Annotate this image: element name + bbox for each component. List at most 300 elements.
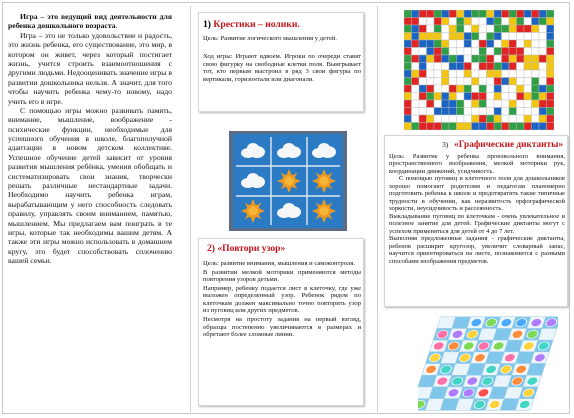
grid-cell (502, 33, 510, 41)
grid-cell (412, 55, 420, 63)
pixel-grid (404, 10, 554, 130)
grid-cell (517, 70, 525, 78)
grid-cell (434, 25, 442, 33)
grid-cell (434, 108, 442, 116)
grid-cell (419, 78, 427, 86)
grid-cell (479, 93, 487, 101)
grid-cell (434, 123, 442, 131)
grid-cell (517, 78, 525, 86)
grid-cell (464, 100, 472, 108)
grid-cell (442, 85, 450, 93)
grid-cell (412, 25, 420, 33)
grid-cell (419, 63, 427, 71)
grid-cell (434, 18, 442, 26)
game-paragraph: Несмотря на простоту задания на первый взгляд, образцы постепенно увеличиваются в размерах и обретают более сложные линии. (203, 316, 361, 339)
grid-cell (509, 115, 517, 123)
grid-cell (502, 85, 510, 93)
grid-cell (457, 85, 465, 93)
grid-cell (494, 100, 502, 108)
grid-cell (464, 63, 472, 71)
grid-cell (487, 40, 495, 48)
grid-cell (532, 70, 540, 78)
grid-cell (547, 108, 555, 116)
game-description (389, 153, 565, 265)
grid-cell (502, 63, 510, 71)
grid-cell (472, 123, 480, 131)
grid-cell (434, 40, 442, 48)
grid-cell (517, 55, 525, 63)
intro-paragraph: С помощью игры можно развивать память, внимание, мышление, воображение - психические функции, необходимые для успешного обучения в школе, благополучной адаптации в новом детском коллективе. Успешное обучение детей зависит от уровня развития мышления ребёнка, умения обобщать и систематизировать свои знания, творчески решать различные нестандартные задачи. Необходимо научить ребенка играм, вырабатывающим у него способность следовать правилу, управлять своим вниманием, памятью, мышлением. Мы предлагаем вам поиграть в те игры, которые так необходимы вашим детям. А также эти игры можно использовать в домашнем кругу, это будет способствовать сплочению вашей семьи. (8, 105, 172, 266)
grid-cell (479, 25, 487, 33)
grid-cell (434, 48, 442, 56)
grid-cell (457, 40, 465, 48)
grid-cell (532, 25, 540, 33)
grid-cell (404, 123, 412, 131)
grid-cell (412, 18, 420, 26)
grid-cell (494, 40, 502, 48)
grid-cell (509, 93, 517, 101)
grid-cell (404, 18, 412, 26)
grid-cell (472, 93, 480, 101)
grid-cell (419, 108, 427, 116)
grid-cell (457, 70, 465, 78)
grid-cell (547, 93, 555, 101)
grid-cell (472, 115, 480, 123)
grid-cell (464, 70, 472, 78)
grid-cell (494, 85, 502, 93)
grid-cell (457, 108, 465, 116)
grid-cell (517, 100, 525, 108)
grid-cell (404, 70, 412, 78)
grid-cell (509, 85, 517, 93)
grid-cell (532, 63, 540, 71)
grid-cell (502, 115, 510, 123)
grid-cell (412, 85, 420, 93)
grid-cell (487, 78, 495, 86)
grid-cell (539, 10, 547, 18)
grid-cell (509, 18, 517, 26)
grid-cell (404, 55, 412, 63)
game-goal: Цель: Развитие логического мышления у детей. (203, 35, 337, 42)
grid-cell (487, 55, 495, 63)
grid-cell (472, 40, 480, 48)
grid-cell (419, 55, 427, 63)
grid-cell (442, 25, 450, 33)
grid-cell (517, 18, 525, 26)
grid-cell (524, 18, 532, 26)
grid-cell (539, 55, 547, 63)
grid-cell (427, 55, 435, 63)
grid-cell (404, 93, 412, 101)
grid-cell (434, 93, 442, 101)
game-rules: Ход игры: Играют вдвоем. Игроки по очереди ставят свою фигурку на свободные клетки поля. Выигрывает тот, кто первым выстроил в ряд 3 свои фигуры по вертикали, горизонтали или диагонали. (203, 53, 361, 83)
grid-cell (487, 70, 495, 78)
grid-cell (427, 70, 435, 78)
grid-cell (412, 40, 420, 48)
grid-cell (524, 40, 532, 48)
grid-cell (509, 55, 517, 63)
grid-cell (539, 108, 547, 116)
grid-cell (464, 108, 472, 116)
grid-cell (479, 78, 487, 86)
game-title: 2) «Повтори узор» (207, 243, 286, 254)
grid-cell (449, 100, 457, 108)
grid-cell (509, 10, 517, 18)
grid-cell (532, 123, 540, 131)
grid-cell (442, 40, 450, 48)
grid-cell (502, 108, 510, 116)
grid-cell (502, 70, 510, 78)
grid-cell (427, 78, 435, 86)
grid-cell (479, 33, 487, 41)
grid-cell (487, 123, 495, 131)
sun-piece (312, 169, 336, 193)
grid-cell (494, 48, 502, 56)
grid-cell (457, 123, 465, 131)
grid-cell (442, 70, 450, 78)
grid-cell (517, 93, 525, 101)
grid-cell (449, 10, 457, 18)
column-divider (190, 6, 191, 412)
grid-cell (547, 48, 555, 56)
grid-cell (464, 115, 472, 123)
grid-cell (547, 123, 555, 131)
grid-cell (434, 33, 442, 41)
grid-cell (532, 108, 540, 116)
grid-cell (449, 48, 457, 56)
grid-cell (547, 70, 555, 78)
grid-cell (472, 25, 480, 33)
grid-cell (509, 25, 517, 33)
grid-cell (517, 33, 525, 41)
grid-cell (419, 85, 427, 93)
grid-cell (404, 85, 412, 93)
grid-cell (412, 93, 420, 101)
grid-cell (427, 108, 435, 116)
grid-cell (502, 123, 510, 131)
grid-cell (479, 115, 487, 123)
game-goal: Цель: развитие внимания, мышления и самоконтроля. (203, 260, 355, 267)
grid-cell (547, 100, 555, 108)
grid-cell (517, 115, 525, 123)
grid-cell (419, 48, 427, 56)
grid-cell (539, 63, 547, 71)
grid-cell (442, 63, 450, 71)
grid-cell (404, 108, 412, 116)
grid-cell (434, 63, 442, 71)
grid-cell (487, 33, 495, 41)
grid-cell (509, 63, 517, 71)
grid-cell (404, 25, 412, 33)
grid-cell (547, 85, 555, 93)
grid-cell (457, 78, 465, 86)
grid-cell (524, 115, 532, 123)
game-paragraph: Например, ребенку подается лист в клеточку, где уже выложен определенный узор. Ребенок рядом по клеточкам должен максимально точно повторить узор из пуговиц или других предметов. (203, 284, 361, 315)
grid-cell (487, 115, 495, 123)
grid-cell (487, 25, 495, 33)
grid-cell (434, 85, 442, 93)
grid-cell (412, 48, 420, 56)
grid-cell (419, 18, 427, 26)
grid-cell (404, 10, 412, 18)
grid-cell (472, 85, 480, 93)
grid-cell (502, 10, 510, 18)
grid-cell (419, 70, 427, 78)
grid-cell (509, 40, 517, 48)
grid-cell (494, 63, 502, 71)
grid-cell (404, 48, 412, 56)
grid-cell (494, 115, 502, 123)
intro-lead-tail: . (115, 21, 118, 31)
grid-cell (434, 70, 442, 78)
grid-cell (472, 70, 480, 78)
grid-cell (472, 108, 480, 116)
grid-cell (479, 18, 487, 26)
grid-cell (487, 48, 495, 56)
grid-cell (419, 10, 427, 18)
grid-cell (464, 40, 472, 48)
grid-cell (427, 100, 435, 108)
grid-cell (539, 100, 547, 108)
grid-cell (487, 10, 495, 18)
grid-cell (479, 40, 487, 48)
grid-cell (434, 10, 442, 18)
grid-cell (539, 48, 547, 56)
intro-paragraph: Игра – это не только удовольствие и радость, это жизнь ребенка, его существование, это мир, в котором он живет, через который постигает жизнь, учится строить взаимоотношения с другими людьми. Недооценивать значение игры в развитии дошкольника нельзя. А значит, для того чтобы научить ребенка чему-то новому, надо учить его в игре. (8, 30, 172, 106)
grid-cell (464, 33, 472, 41)
grid-cell (509, 70, 517, 78)
grid-cell (509, 33, 517, 41)
grid-cell (427, 18, 435, 26)
grid-cell (524, 123, 532, 131)
game-description (203, 260, 361, 340)
grid-cell (464, 18, 472, 26)
grid-cell (502, 93, 510, 101)
grid-cell (532, 85, 540, 93)
grid-cell (472, 48, 480, 56)
grid-cell (472, 18, 480, 26)
grid-cell (479, 63, 487, 71)
grid-cell (494, 93, 502, 101)
grid-cell (487, 63, 495, 71)
grid-cell (502, 40, 510, 48)
grid-cell (517, 48, 525, 56)
grid-cell (547, 25, 555, 33)
grid-cell (449, 55, 457, 63)
grid-cell (419, 25, 427, 33)
grid-cell (502, 18, 510, 26)
grid-cell (547, 63, 555, 71)
grid-cell (479, 10, 487, 18)
grid-cell (464, 78, 472, 86)
grid-cell (502, 100, 510, 108)
grid-cell (449, 70, 457, 78)
grid-cell (442, 93, 450, 101)
grid-cell (487, 93, 495, 101)
grid-cell (524, 70, 532, 78)
game-card-tictactoe (198, 12, 364, 112)
game-number: 1) (203, 19, 211, 30)
grid-cell (449, 63, 457, 71)
game-paragraph: Выполняя предложенные задания - графические диктанты, ребенок расширит кругозор, увеличит словарный запас, научится ориентироваться на листе, познакомится с разными способами изображения предметов. (389, 235, 565, 265)
grid-cell (539, 93, 547, 101)
grid-cell (472, 10, 480, 18)
grid-cell (524, 85, 532, 93)
grid-cell (479, 100, 487, 108)
grid-cell (427, 85, 435, 93)
intro-lead: Игра – это ведущий вид деятельности для ребенка дошкольного возраста (8, 12, 172, 31)
grid-cell (419, 33, 427, 41)
grid-cell (449, 18, 457, 26)
grid-cell (419, 93, 427, 101)
grid-cell (472, 63, 480, 71)
grid-cell (449, 85, 457, 93)
grid-cell (547, 10, 555, 18)
grid-cell (539, 18, 547, 26)
grid-cell (457, 25, 465, 33)
grid-cell (524, 48, 532, 56)
grid-cell (524, 63, 532, 71)
grid-cell (487, 85, 495, 93)
grid-cell (494, 25, 502, 33)
sun-piece (241, 199, 265, 223)
grid-cell (442, 48, 450, 56)
grid-cell (517, 40, 525, 48)
grid-cell (434, 78, 442, 86)
grid-cell (449, 25, 457, 33)
grid-cell (532, 93, 540, 101)
grid-cell (517, 123, 525, 131)
grid-cell (464, 55, 472, 63)
game-paragraph: С помощью пуговиц и клеточного поля для дошкольников хорошо помогают родителям и педагогам планомерно подготовить ребенка к школе и предотвратить такие типичные трудности в обучении, как неразвитость орфографической зоркости, неусидчивость и рассеянность. (389, 175, 565, 213)
grid-cell (547, 33, 555, 41)
game-title-text: Крестики – нолики. (213, 19, 300, 30)
grid-cell (532, 48, 540, 56)
grid-cell (494, 70, 502, 78)
grid-cell (517, 108, 525, 116)
grid-cell (502, 78, 510, 86)
game-title (391, 140, 563, 151)
tictactoe-photo (229, 131, 347, 231)
game-paragraph: Выкладывание пуговиц по клеточкам - очень увлекательное и полезное занятие для детей. Графические диктанты могут с успехом применяться для детей от 4 до 7 лет. (389, 212, 565, 235)
grid-cell (457, 48, 465, 56)
sun-piece (312, 199, 336, 223)
grid-cell (464, 93, 472, 101)
grid-cell (539, 123, 547, 131)
grid-cell (442, 78, 450, 86)
grid-cell (412, 78, 420, 86)
grid-cell (412, 70, 420, 78)
grid-cell (449, 108, 457, 116)
grid-cell (457, 18, 465, 26)
grid-cell (457, 93, 465, 101)
grid-cell (464, 48, 472, 56)
grid-cell (547, 115, 555, 123)
grid-cell (532, 115, 540, 123)
grid-cell (547, 18, 555, 26)
grid-cell (464, 25, 472, 33)
grid-cell (479, 55, 487, 63)
grid-cell (547, 78, 555, 86)
grid-cell (502, 48, 510, 56)
grid-cell (457, 10, 465, 18)
grid-cell (539, 33, 547, 41)
grid-cell (404, 33, 412, 41)
grid-cell (532, 18, 540, 26)
grid-cell (487, 18, 495, 26)
grid-cell (464, 10, 472, 18)
grid-cell (479, 108, 487, 116)
grid-cell (524, 33, 532, 41)
grid-cell (427, 48, 435, 56)
grid-cell (524, 93, 532, 101)
grid-cell (472, 100, 480, 108)
game-title-text: «Графические диктанты» (454, 140, 563, 150)
grid-cell (404, 115, 412, 123)
grid-cell (494, 123, 502, 131)
grid-cell (449, 123, 457, 131)
grid-cell (509, 108, 517, 116)
grid-cell (494, 10, 502, 18)
grid-cell (539, 70, 547, 78)
grid-cell (479, 85, 487, 93)
grid-cell (517, 63, 525, 71)
grid-cell (442, 18, 450, 26)
grid-cell (517, 25, 525, 33)
game-number: 3) (442, 141, 449, 149)
grid-cell (419, 123, 427, 131)
grid-cell (449, 40, 457, 48)
grid-cell (434, 55, 442, 63)
grid-cell (404, 100, 412, 108)
grid-cell (532, 10, 540, 18)
grid-cell (502, 25, 510, 33)
grid-cell (449, 115, 457, 123)
game-card-pattern (198, 238, 364, 406)
grid-cell (442, 55, 450, 63)
grid-cell (412, 10, 420, 18)
grid-cell (502, 55, 510, 63)
grid-cell (517, 10, 525, 18)
grid-cell (412, 33, 420, 41)
grid-cell (532, 78, 540, 86)
grid-cell (539, 78, 547, 86)
grid-cell (449, 78, 457, 86)
grid-cell (427, 115, 435, 123)
grid-cell (434, 115, 442, 123)
grid-cell (464, 123, 472, 131)
grid-cell (412, 115, 420, 123)
grid-cell (524, 25, 532, 33)
grid-cell (494, 78, 502, 86)
grid-cell (442, 108, 450, 116)
grid-cell (509, 100, 517, 108)
grid-cell (412, 123, 420, 131)
grid-cell (449, 93, 457, 101)
grid-cell (419, 100, 427, 108)
grid-cell (479, 70, 487, 78)
grid-cell (427, 40, 435, 48)
grid-cell (442, 10, 450, 18)
grid-cell (442, 33, 450, 41)
grid-cell (532, 40, 540, 48)
grid-cell (532, 33, 540, 41)
intro-text (8, 12, 172, 266)
graphic-dictation-photo (404, 10, 554, 130)
grid-cell (517, 85, 525, 93)
grid-cell (457, 33, 465, 41)
grid-cell (404, 40, 412, 48)
